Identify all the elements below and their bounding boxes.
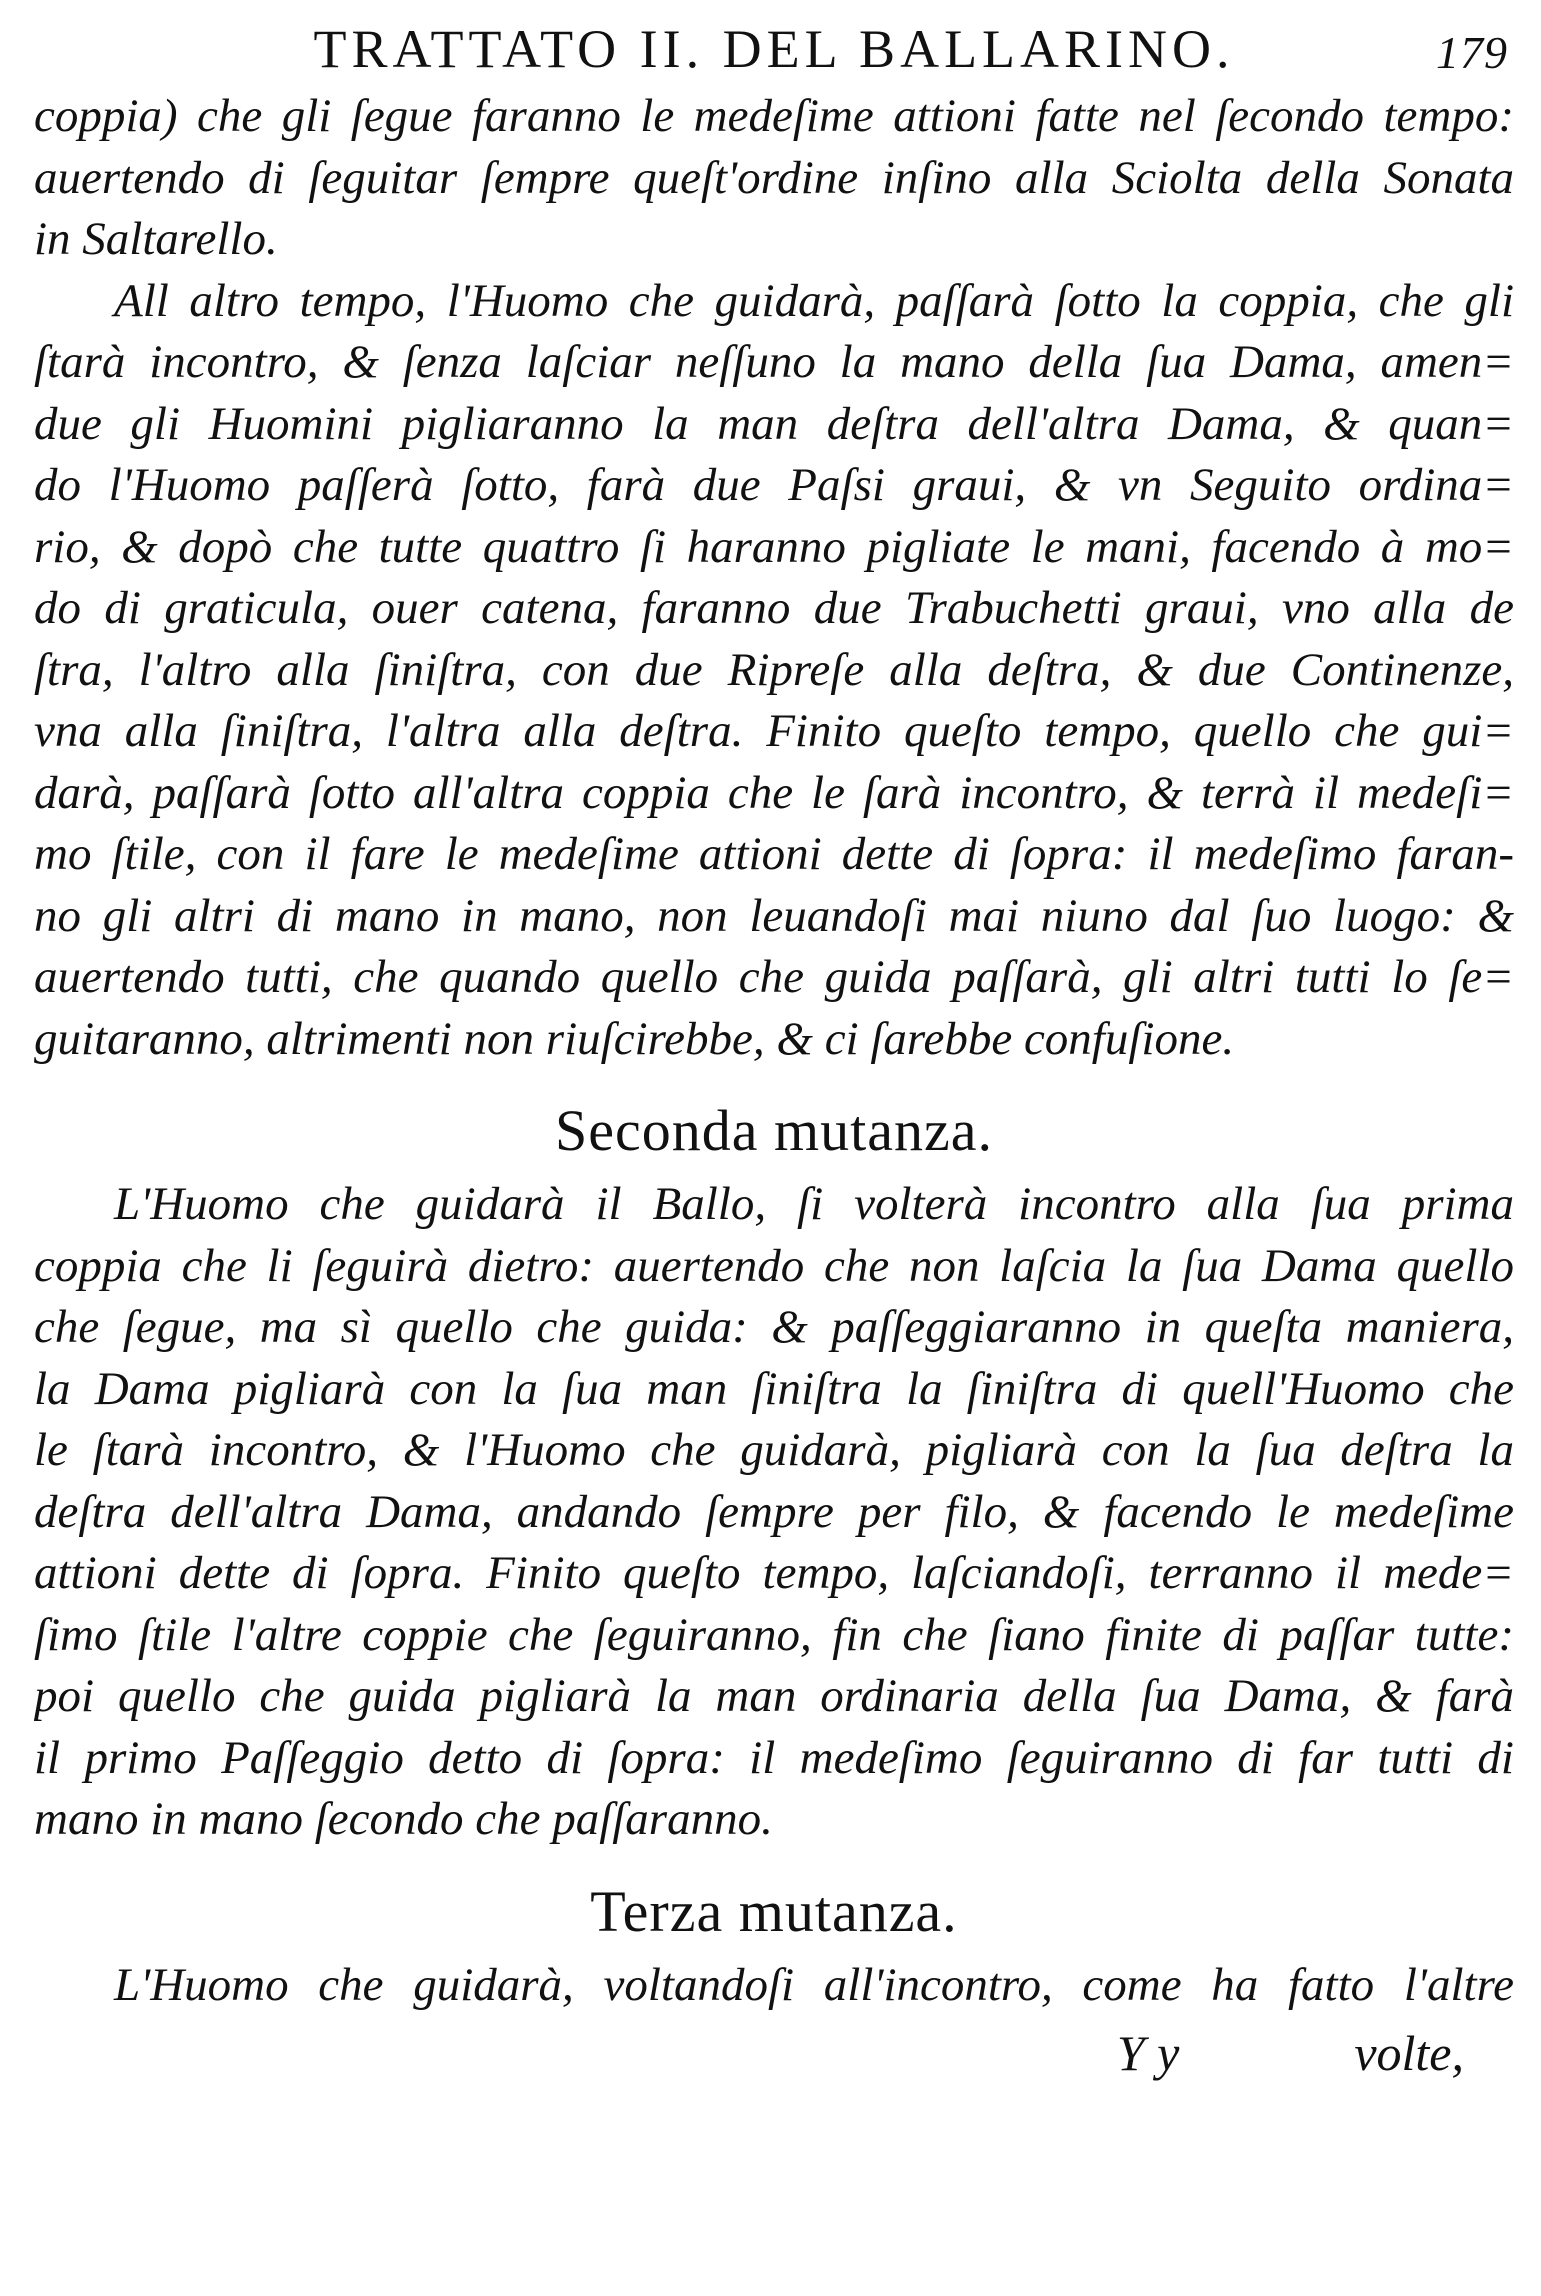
- text-line: vna alla ſiniſtra, l'altra alla deſtra. Finito queſto tempo, quello che gui=: [34, 705, 1514, 757]
- text-line: L'Huomo che guidarà il Ballo, ſi volterà incontro alla ſua prima: [114, 1178, 1514, 1230]
- text-line: ſtarà incontro, & ſenza laſciar neſſuno la mano della ſua Dama, amen=: [34, 336, 1514, 388]
- paragraph-continued: [34, 86, 1514, 271]
- text-line: due gli Huomini pigliaranno la man deſtra dell'altra Dama, & quan=: [34, 397, 1514, 450]
- text-line: ſimo ſtile l'altre coppie che ſeguiranno, fin che ſiano finite di paſſar tutte:: [34, 1608, 1514, 1661]
- paragraph-terza-mutanza: [34, 1955, 1514, 2017]
- catchword: volte,: [1354, 2025, 1464, 2081]
- text-line: darà, paſſarà ſotto all'altra coppia che le ſarà incontro, & terrà il medeſi=: [34, 766, 1514, 819]
- text-line: che ſegue, ma sì quello che guida: & paſſeggiaranno in queſta maniera,: [34, 1301, 1514, 1353]
- page-number: 179: [1436, 27, 1508, 78]
- text-line: il primo Paſſeggio detto di ſopra: il medeſimo ſeguiranno di far tutti di: [34, 1731, 1514, 1784]
- running-head: [34, 12, 1514, 86]
- text-line: la Dama pigliarà con la ſua man ſiniſtra la ſiniſtra di quell'Huomo che: [34, 1362, 1514, 1415]
- text-line: rio, & dopò che tutte quattro ſi haranno pigliate le mani, facendo à mo=: [34, 520, 1514, 573]
- text-line: mano in mano ſecondo che paſſaranno.: [34, 1793, 773, 1845]
- section-heading-terza-mutanza: Terza mutanza.: [590, 1878, 958, 1944]
- text-line: do l'Huomo paſſerà ſotto, farà due Paſsi graui, & vn Seguito ordina=: [34, 459, 1514, 511]
- catchword-line: [34, 2020, 1514, 2086]
- paragraph-seconda-mutanza: [34, 1174, 1514, 1851]
- section-heading-seconda-mutanza: Seconda mutanza.: [555, 1098, 993, 1163]
- text-line: L'Huomo che guidarà, voltandoſi all'incontro, come ha fatto l'altre: [114, 1958, 1514, 2011]
- text-line: do di graticula, ouer catena, faranno due Trabuchetti graui, vno alla de: [34, 582, 1514, 634]
- signature-mark: Y y: [1116, 2025, 1180, 2081]
- text-line: mo ſtile, con il fare le medeſime attioni dette di ſopra: il medeſimo faran-: [34, 828, 1514, 880]
- text-line: coppia) che gli ſegue faranno le medeſime attioni fatte nel ſecondo tempo:: [34, 90, 1514, 142]
- text-line: auertendo di ſeguitar ſempre queſt'ordine inſino alla Sciolta della Sonata: [34, 151, 1514, 204]
- text-line: in Saltarello.: [34, 213, 278, 265]
- text-line: attioni dette di ſopra. Finito queſto tempo, laſciandoſi, terranno il mede=: [34, 1547, 1514, 1599]
- text-line: poi quello che guida pigliarà la man ordinaria della ſua Dama, & farà: [34, 1670, 1514, 1722]
- text-line: coppia che li ſeguirà dietro: auertendo che non laſcia la ſua Dama quello: [34, 1239, 1514, 1292]
- text-line: le ſtarà incontro, & l'Huomo che guidarà, pigliarà con la ſua deſtra la: [34, 1424, 1514, 1476]
- paragraph-all-altro-tempo: [34, 271, 1514, 1071]
- text-line: no gli altri di mano in mano, non leuandoſi mai niuno dal ſuo luogo: &: [34, 889, 1514, 942]
- text-line: ſtra, l'altro alla ſiniſtra, con due Ripreſe alla deſtra, & due Continenze,: [34, 643, 1514, 696]
- text-line: guitaranno, altrimenti non riuſcirebbe, & ci ſarebbe confuſione.: [34, 1012, 1235, 1065]
- text-line: auertendo tutti, che quando quello che guida paſſarà, gli altri tutti lo ſe=: [34, 951, 1514, 1003]
- book-page: [34, 12, 1514, 2282]
- text-line: All altro tempo, l'Huomo che guidarà, paſſarà ſotto la coppia, che gli: [114, 274, 1514, 327]
- text-line: deſtra dell'altra Dama, andando ſempre per filo, & facendo le medeſime: [34, 1485, 1514, 1538]
- running-title: TRATTATO II. DEL BALLARINO.: [313, 19, 1235, 79]
